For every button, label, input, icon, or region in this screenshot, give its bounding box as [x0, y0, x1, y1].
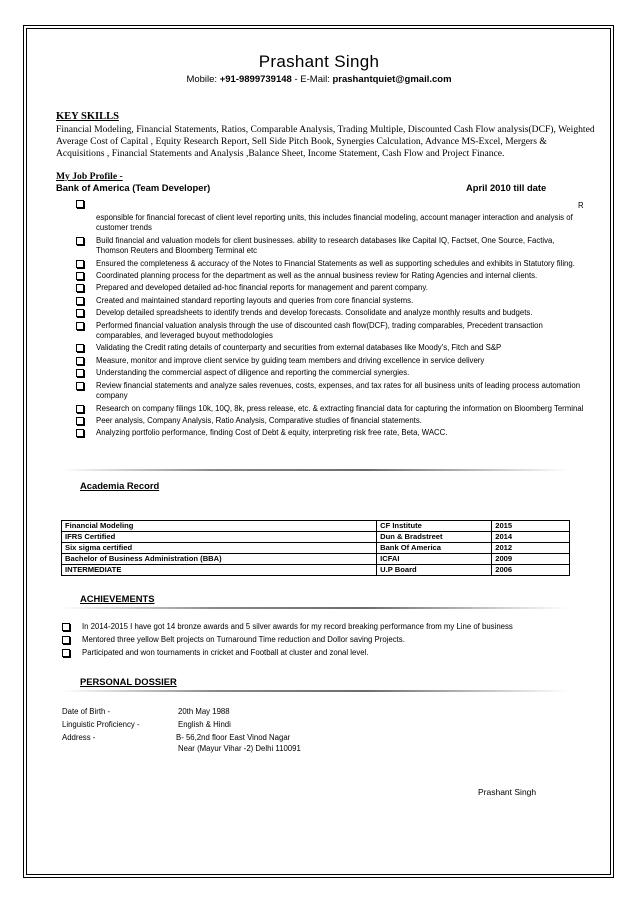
list-item: [76, 236, 584, 257]
achievement-text: Participated and won tournaments in cricket and Football at cluster and zonal level.: [82, 648, 369, 657]
address-line-1: B- 56,2nd floor East Vinod Nagar: [176, 733, 291, 742]
job-bullet-text: Develop detailed spreadsheets to identify trends and develop forecasts. Consolidate and analyze monthly results and budgets.: [96, 308, 533, 318]
list-item: [76, 416, 584, 426]
table-row: [62, 521, 570, 532]
checkbox-bullet-icon: [76, 284, 84, 292]
job-bullet-text: Ensured the completeness & accuracy of the Notes to Financial Statements as well as supporting schedules and exhibits in Statutory filing.: [96, 258, 575, 268]
list-item: [76, 308, 584, 318]
checkbox-bullet-icon: [76, 237, 84, 245]
list-item: [76, 199, 584, 234]
year-cell: 2009: [492, 554, 570, 565]
table-row: [62, 543, 570, 554]
job-bullet-text: Created and maintained standard reporting layouts and queries from core financial systems.: [96, 295, 414, 305]
checkbox-bullet-icon: [76, 309, 84, 317]
qualification-cell: Six sigma certified: [62, 543, 377, 554]
checkbox-bullet-icon: [62, 649, 70, 657]
mobile-label: Mobile:: [186, 74, 218, 85]
list-item: [62, 635, 582, 645]
achievement-text: In 2014-2015 I have got 14 bronze awards and 5 silver awards for my record breaking performance from my Line of business: [82, 622, 513, 631]
employment-period: April 2010 till date: [466, 182, 547, 193]
job-bullet-text: Performed financial valuation analysis through the use of discounted cash flow(DCF), trading comparables, Precedent transaction comparables, and leveraged buyout methodologies: [96, 320, 543, 341]
employer: Bank of America (Team Developer): [56, 182, 211, 193]
institute-cell: ICFAI: [377, 554, 492, 565]
table-row: [62, 532, 570, 543]
list-item: [62, 622, 582, 632]
checkbox-bullet-icon: [76, 344, 84, 352]
year-cell: 2012: [492, 543, 570, 554]
dob-value: 20th May 1988: [178, 707, 230, 716]
language-value: English & Hindi: [178, 720, 231, 729]
signature-name: Prashant Singh: [478, 787, 537, 797]
section-divider: [62, 607, 568, 609]
academia-heading: Academia Record: [80, 480, 160, 491]
job-bullet-text: Review financial statements and analyze sales revenues, costs, expenses, and tax rates for all business units of leading process automation company: [96, 380, 581, 401]
qualification-cell: IFRS Certified: [62, 532, 377, 543]
checkbox-bullet-icon: [76, 272, 84, 280]
list-item: [76, 428, 584, 438]
section-divider: [62, 690, 568, 692]
checkbox-bullet-icon: [76, 429, 84, 437]
mobile-number: +91-9899739148: [219, 74, 292, 85]
list-item: [76, 259, 584, 269]
email-label: E-Mail:: [300, 74, 330, 85]
job-bullet-text: Build financial and valuation models for client businesses. ability to research databases like Capital IQ, Factset, One Source, Factiva, Thomson Reuters and Bloomberg Terminal etc: [96, 235, 555, 256]
section-divider: [62, 469, 568, 471]
contact-separator: -: [291, 74, 301, 85]
checkbox-bullet-icon: [76, 200, 84, 208]
institute-cell: U.P Board: [377, 565, 492, 576]
job-bullet-text: esponsible for financial forecast of client level reporting units, this includes financial modeling, account manager interaction and analysis of customer trends: [96, 213, 573, 233]
achievements-heading: ACHIEVEMENTS: [80, 593, 155, 604]
list-item: [62, 648, 582, 658]
checkbox-bullet-icon: [76, 297, 84, 305]
year-cell: 2015: [492, 521, 570, 532]
list-item: [76, 356, 584, 366]
qualification-cell: Financial Modeling: [62, 521, 377, 532]
job-bullet-text: Peer analysis, Company Analysis, Ratio Analysis, Comparative studies of financial statements.: [96, 415, 422, 425]
checkbox-bullet-icon: [76, 322, 84, 330]
institute-cell: CF Institute: [377, 521, 492, 532]
dob-label: Date of Birth -: [62, 707, 111, 716]
key-skills-text: Financial Modeling, Financial Statements, Ratios, Comparable Analysis, Trading Multiple, Discounted Cash Flow analysis(DCF), Weighted Average Cost of Capital , Equity Research Report, Sell Side Pitch Book, Synergies Calculation, Advance MS-Excel, Mergers & Acquisitions , Financial Statements and Analysis ,Balance Sheet, Income Statement, Cash Flow and Project Finance.: [56, 124, 595, 159]
job-bullet-text: Coordinated planning process for the department as well as the annual business review for Rating Agencies and internal clients.: [96, 271, 538, 281]
checkbox-bullet-icon: [62, 636, 70, 644]
checkbox-bullet-icon: [76, 405, 84, 413]
language-label: Linguistic Proficiency -: [62, 720, 140, 729]
institute-cell: Bank Of America: [377, 543, 492, 554]
institute-cell: Dun & Bradstreet: [377, 532, 492, 543]
job-bullet-text: Understanding the commercial aspect of diligence and reporting the commercial synergies.: [96, 368, 410, 378]
contact-line: [0, 74, 638, 85]
checkbox-bullet-icon: [76, 382, 84, 390]
list-item: [76, 283, 584, 293]
table-row: [62, 565, 570, 576]
year-cell: 2014: [492, 532, 570, 543]
list-item: [76, 271, 584, 281]
job-bullet-text: Measure, monitor and improve client service by guiding team members and driving excellence in service delivery: [96, 355, 485, 365]
job-bullet-text: Validating the Credit rating details of counterparty and securities from external databases like Moody's, Fitch and S&P: [96, 343, 502, 353]
list-item: [76, 404, 584, 414]
address-label: Address -: [62, 733, 96, 742]
checkbox-bullet-icon: [76, 357, 84, 365]
table-row: [62, 554, 570, 565]
first-bullet-trailing-letter: R: [578, 201, 584, 210]
job-profile-heading: My Job Profile -: [56, 171, 123, 182]
personal-dossier-heading: PERSONAL DOSSIER: [80, 676, 177, 687]
key-skills-heading: KEY SKILLS: [56, 111, 119, 122]
email-address: prashantquiet@gmail.com: [332, 74, 452, 85]
list-item: [76, 368, 584, 378]
address-line-2: Near (Mayur Vihar -2) Delhi 110091: [178, 744, 301, 753]
qualification-cell: INTERMEDIATE: [62, 565, 377, 576]
checkbox-bullet-icon: [76, 417, 84, 425]
checkbox-bullet-icon: [76, 260, 84, 268]
list-item: [76, 343, 584, 353]
list-item: [76, 296, 584, 306]
checkbox-bullet-icon: [76, 369, 84, 377]
achievements-list: [62, 622, 582, 661]
year-cell: 2006: [492, 565, 570, 576]
achievement-text: Mentored three yellow Belt projects on Turnaround Time reduction and Dollor saving Projects.: [82, 635, 405, 644]
candidate-name: Prashant Singh: [258, 52, 380, 71]
job-bullet-text: Analyzing portfolio performance, finding Cost of Debt & equity, interpreting risk free rate, Beta, WACC.: [96, 428, 448, 438]
academia-table: [61, 520, 570, 576]
job-bullet-text: Prepared and developed detailed ad-hoc financial reports for management and parent company.: [96, 283, 428, 293]
qualification-cell: Bachelor of Business Administration (BBA): [62, 554, 377, 565]
list-item: [76, 321, 584, 342]
job-bullets: [76, 199, 584, 441]
job-bullet-text: Research on company filings 10k, 10Q, 8k, press release, etc. & extracting financial data for capturing the information on Bloomberg Terminal: [96, 403, 584, 413]
checkbox-bullet-icon: [62, 623, 70, 631]
list-item: [76, 381, 584, 402]
